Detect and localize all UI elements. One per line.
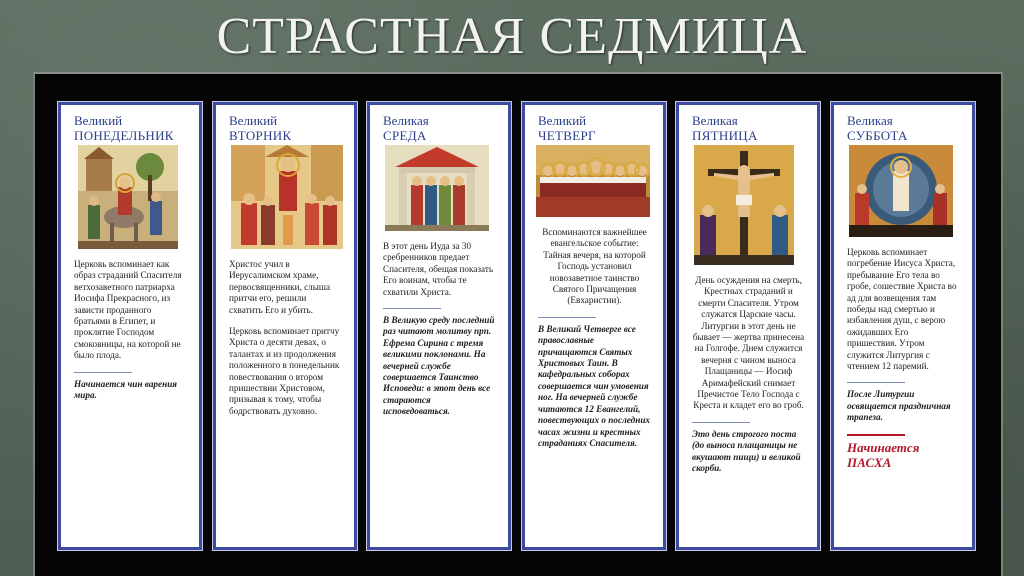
day-description: Вспоминаются важнейшее евангельское событие: Тайная вечеря, на которой Господь установил новозаветное таинство Святого Причащения (Евхаристии). (542, 227, 647, 306)
divider (538, 317, 596, 318)
day-note: В Великую среду последний раз читают молитву прп. Ефрема Сирина с тремя великими поклонами. На вечерней службе совершается Таинство Исповеди: в этот день все стараются исповедоваться. (383, 315, 495, 417)
divider (847, 382, 905, 383)
day-heading (229, 113, 342, 145)
day-description: День осуждения на смерть, Крестных страданий и смерти Спасителя. Утром служатся Царские часы. Литургии в этот день не бывает — жертва принесена на Голгофе. Днем служится вечерня с чином выноса Плащаницы — Иосиф Аримафейский снимает Пречистое Тело Господа с Креста и кладет его во гроб. (692, 275, 805, 411)
day-description: Церковь вспоминает погребение Иисуса Христа, пребывание Его тела во гробе, сошествие Христа во ад для возвещения там победы над смертью и избавления душ, с верою ожидавших Его пришествия. Утром служится Литургия с чтением 12 паремий. (847, 247, 957, 372)
day-description-2: Церковь вспоминает притчу Христа о десяти девах, о талантах и из продолжения положенного в понедельник повествования о втором пришествии Христовом, призывая к тому, чтобы бодрствовать духовно. (229, 326, 340, 416)
descent-into-hell-icon (849, 145, 960, 237)
day-heading (692, 113, 805, 145)
crucifixion-icon (694, 145, 805, 265)
day-heading-line1: Великая (692, 113, 738, 128)
day-heading-line1: Великий (74, 113, 123, 128)
day-heading-line1: Великая (847, 113, 893, 128)
day-description: Церковь вспоминает как образ страданий Спасителя ветхозаветного патриарха Иосифа Прекрасного, из зависти проданного братьями в Египет, и проклятие Господом смоковницы, на которой не было плода. (74, 259, 182, 361)
day-note: В Великий Четверге все православные причащаются Святых Христовых Таин. В кафедральных соборах совершается чин умовения ног. На вечерней службе читаются 12 Евангелий, повествующих о последних часах жизни и крестных страданиях Спасителя. (538, 323, 651, 448)
day-heading-line1: Великий (538, 113, 587, 128)
day-heading-line2: ПЯТНИЦА (692, 128, 758, 143)
day-note: После Литургии освящается праздничная трапеза. (847, 389, 951, 423)
last-supper-icon (536, 145, 651, 217)
judas-betrayal-icon (385, 145, 496, 231)
day-description: Христос учил в Иерусалимском храме, первосвященники, слыша притчи его, решили схватить Его и убить. (229, 259, 331, 315)
christ-teaching-icon (231, 145, 342, 249)
triumphal-entry-icon (78, 145, 187, 249)
page-title: СТРАСТНАЯ СЕДМИЦА (216, 8, 808, 65)
day-note: Начинается чин варения мира. (74, 378, 178, 401)
divider (74, 372, 132, 373)
day-note: Это день строгого поста (до выноса плащаницы не вкушают пищи) и великой скорби. (692, 428, 801, 474)
day-card-monday (58, 102, 202, 550)
pascha-announcement: Начинается ПАСХА (847, 439, 920, 470)
day-card-wednesday (367, 102, 511, 550)
day-heading (74, 113, 187, 145)
day-heading (847, 113, 960, 145)
day-card-tuesday (213, 102, 357, 550)
pascha-divider (847, 434, 905, 436)
day-card-friday (676, 102, 820, 550)
day-heading (383, 113, 496, 145)
day-heading-line1: Великая (383, 113, 429, 128)
day-card-saturday (831, 102, 975, 550)
day-card-thursday (522, 102, 666, 550)
day-heading-line2: СУББОТА (847, 128, 908, 143)
day-heading (538, 113, 651, 145)
divider (383, 308, 441, 309)
day-heading-line2: ЧЕТВЕРГ (538, 128, 596, 143)
week-board (33, 72, 1003, 576)
day-heading-line1: Великий (229, 113, 278, 128)
day-heading-line2: ВТОРНИК (229, 128, 292, 143)
day-description: В этот день Иуда за 30 сребренников предает Спасителя, обещая показать Его воинам, чтобы те схватили Христа. (383, 241, 494, 297)
day-heading-line2: ПОНЕДЕЛЬНИК (74, 128, 174, 143)
divider (692, 422, 750, 423)
day-heading-line2: СРЕДА (383, 128, 427, 143)
